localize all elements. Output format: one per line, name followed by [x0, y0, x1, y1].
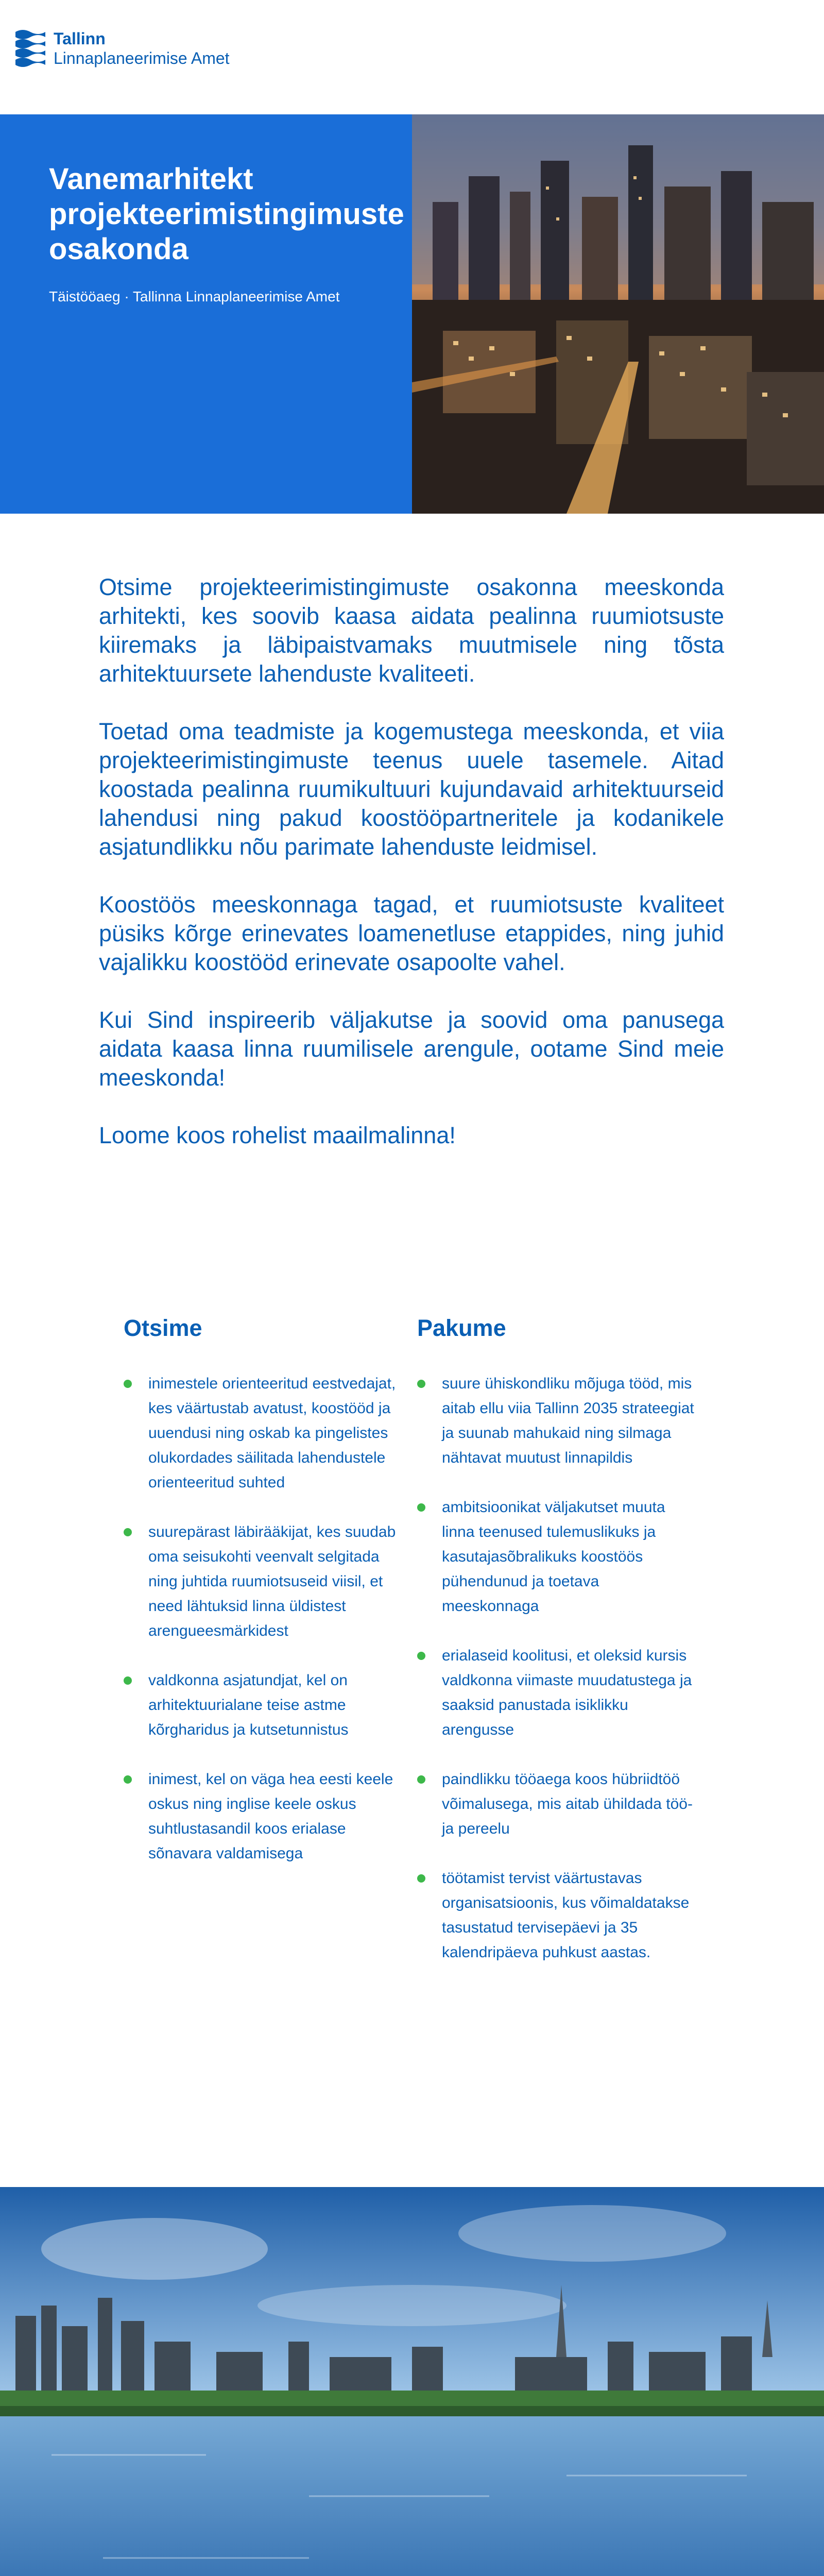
hero-city-photo: [412, 114, 824, 514]
bullet-icon: [124, 1380, 132, 1388]
seek-item-text: suurepärast läbirääkijat, kes suudab oma seisukohti veenvalt selgitada ning juhtida ruumiotsuseid viisil, et need lähtuksid linna üldistest arengueesmärkidest: [148, 1523, 396, 1639]
seek-item: [124, 1767, 402, 1866]
panorama-illustration: [0, 2187, 824, 2576]
bullet-icon: [124, 1528, 132, 1536]
intro-paragraph-3: Koostöös meeskonnaga tagad, et ruumiotsuste kvaliteet püsiks kõrge erinevates loamenetluse etappides, ning juhid vajalikku koostööd erinevate osapoolte vahel.: [99, 891, 724, 975]
seek-item: [124, 1668, 402, 1742]
job-subtitle: Täistööaeg · Tallinna Linnaplaneerimise Amet: [49, 289, 340, 304]
tallinn-wave-icon: [14, 27, 46, 70]
offer-item: [417, 1767, 695, 1841]
bullet-icon: [124, 1676, 132, 1685]
seek-heading: Otsime: [124, 1315, 202, 1341]
offer-item-text: ambitsioonikat väljakutset muuta linna teenused tulemuslikuks ja kasutajasõbralikuks koostöös pühendunud ja toetava meeskonnaga: [442, 1499, 665, 1615]
offer-item: [417, 1866, 695, 1965]
intro-paragraph-1: Otsime projekteerimistingimuste osakonna meeskonda arhitekti, kes soovib kaasa aidata pealinna ruumiotsuste kiiremaks ja läbipaistvamaks muutmisele ning tõsta arhitektuursete lahenduste kvaliteeti.: [99, 574, 724, 687]
offer-item-text: paindlikku tööaega koos hübriidtöö võimalusega, mis aitab ühildada töö- ja pereelu: [442, 1771, 693, 1837]
seek-list: [124, 1371, 402, 1891]
offer-item: [417, 1643, 695, 1742]
tallinn-panorama-photo: [0, 2187, 824, 2576]
intro-paragraph-2: Toetad oma teadmiste ja kogemustega meeskonda, et viia projekteerimistingimuste teenus uuele tasemele. Aitad koostada pealinna ruumikultuuri kujundavaid arhitektuurseid lahendusi ning pakud koostööpartneritele ja kodanikele asjatundlikku nõu parimate lahenduste leidmisel.: [99, 718, 724, 860]
intro-paragraph-4: Kui Sind inspireerib väljakutse ja soovid oma panusega aidata kaasa linna ruumilisele arengule, ootame Sind meie meeskonda!: [99, 1007, 724, 1091]
seek-item: [124, 1520, 402, 1643]
seek-item: [124, 1371, 402, 1495]
bullet-icon: [417, 1775, 425, 1784]
hero-blue-panel: [0, 114, 412, 514]
offer-item: [417, 1371, 695, 1470]
header-logo-text: [54, 29, 230, 68]
offer-heading: Pakume: [417, 1315, 506, 1341]
intro-paragraph-5: Loome koos rohelist maailmalinna!: [99, 1122, 456, 1148]
bullet-icon: [417, 1503, 425, 1512]
offer-item-text: suure ühiskondliku mõjuga tööd, mis aitab ellu viia Tallinn 2035 strateegiat ja suunab mahukaid ning silmaga nähtavat muutust linnapildis: [442, 1375, 694, 1466]
header-logo-line1: Tallinn: [54, 29, 106, 48]
bullet-icon: [417, 1380, 425, 1388]
hero-banner: [0, 114, 824, 514]
seek-item-text: valdkonna asjatundjat, kel on arhitektuurialane teise astme kõrgharidus ja kutsetunnistus: [148, 1672, 349, 1738]
bullet-icon: [124, 1775, 132, 1784]
tallinn-header-logo[interactable]: [14, 27, 230, 70]
city-night-illustration: [412, 114, 824, 514]
offer-list: [417, 1371, 695, 1990]
seek-item-text: inimestele orienteeritud eestvedajat, kes väärtustab avatust, koostööd ja uuendusi ning oskab ka pingelistes olukordades säilitada lahendustele orienteeritud suhted: [148, 1375, 396, 1491]
job-title: Vanemarhitekt projekteerimistingimuste osakonda: [49, 162, 404, 266]
offer-item: [417, 1495, 695, 1619]
intro-text: [99, 573, 724, 1179]
offer-item-text: erialaseid koolitusi, et oleksid kursis valdkonna viimaste muudatustega ja saaksid panustada isiklikku arengusse: [442, 1647, 692, 1738]
header-logo-line2: Linnaplaneerimise Amet: [54, 49, 230, 67]
seek-item-text: inimest, kel on väga hea eesti keele oskus ning inglise keele oskus suhtlustasandil koos erialase sõnavara valdamisega: [148, 1771, 393, 1862]
bullet-icon: [417, 1652, 425, 1660]
bullet-icon: [417, 1874, 425, 1883]
offer-item-text: töötamist tervist väärtustavas organisatsioonis, kus võimaldatakse tasustatud tervisepäevi ja 35 kalendripäeva puhkust aastas.: [442, 1870, 690, 1961]
